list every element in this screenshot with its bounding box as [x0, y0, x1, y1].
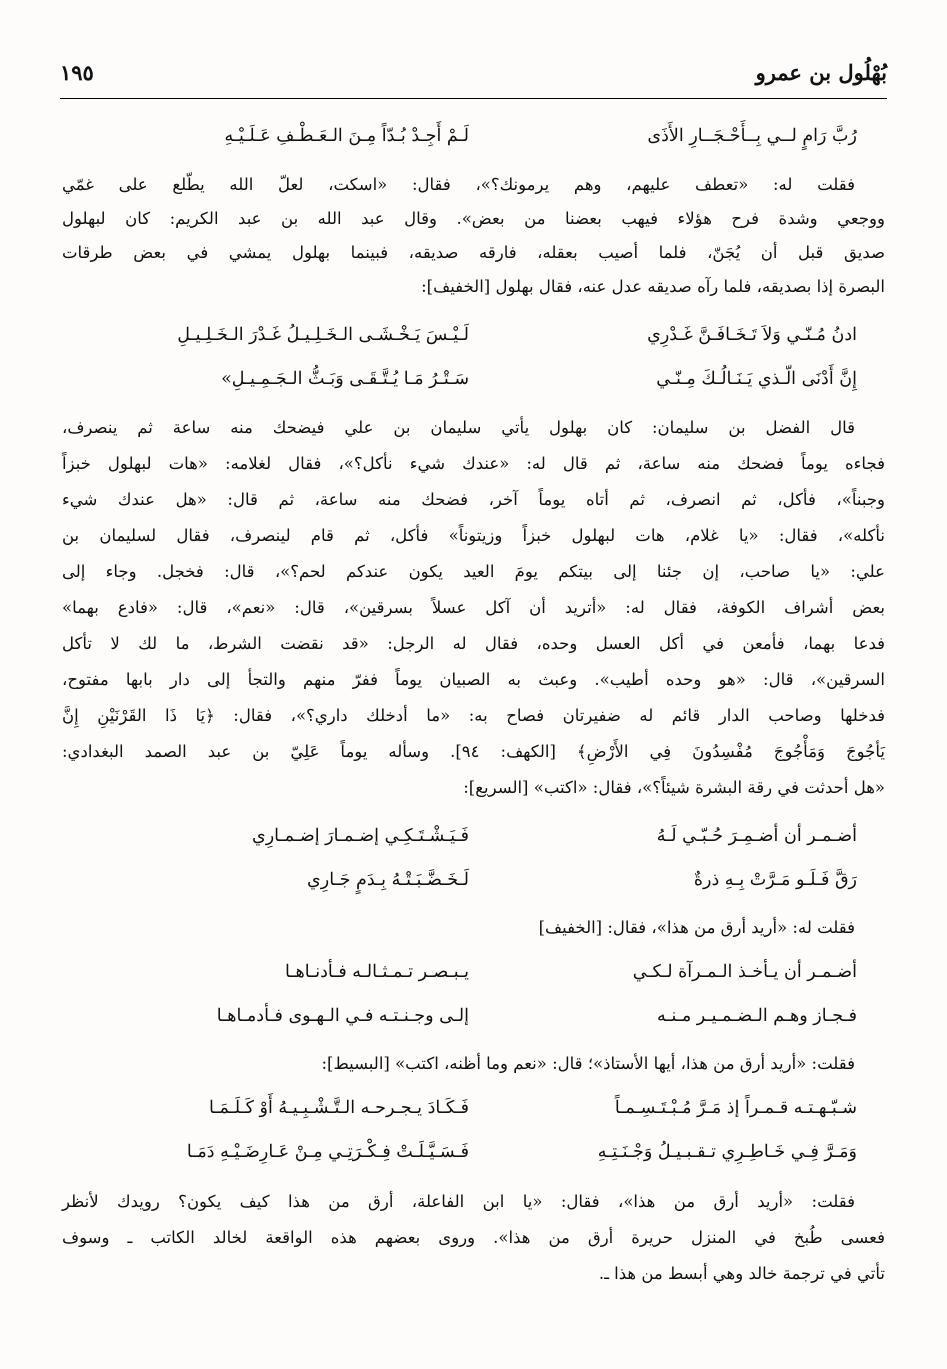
paragraph-line: فدخلها وصاحب الدار قائم له ضفيرتان فصاح به: «ما أدخلك داري؟»، فقال: ﴿يَا ذَا القَرْنَيْنِ إِنَّ	[62, 706, 885, 725]
paragraph-line: فقلت: «أريد أرق من هذا»، فقال: «يا ابن الفاعلة، أرق من هذا كيف يكون؟ رويدك لأنظر	[62, 1192, 855, 1211]
paragraph-line: بعض أشراف الكوفة، فقال له: «أتريد أن آكل عسلاً بسرقين»، قال: «نعم»، قال: «فادع بهما»	[62, 598, 885, 617]
paragraph-line: وجبناً»، فأكل، ثم انصرف، ثم أتاه يوماً آخر، فضحك منه ساعة، ثم قال: «هل عندك شيء	[62, 490, 885, 509]
paragraph-line: ووجعي وشدة فرح هؤلاء فيهب بعضنا من بعض». وقال عبد الله بن عبد الكريم: كان لبهلول	[62, 209, 885, 228]
verse-first-hemistich: رُبَّ رَامٍ لــي بِــأَحْـجَــارِ الأَذَى	[647, 126, 857, 146]
paragraph-line: صديق قبل أن يُجَنّ، فلما أصيب بعقله، فارقه صديقه، فبينما بهلول يمشي في بعض طرقات	[62, 243, 885, 262]
running-header-title: بُهْلُول بن عمرو	[755, 60, 887, 85]
paragraph-line: يَأجُوجَ وَمَأْجُوجَ مُفْسِدُونَ فِي الأَرْضِ﴾ [الكهف: ٩٤]. وسأله يوماً عَلِيّ بن عبد الصمد البغدادي:	[62, 742, 885, 761]
header-rule	[60, 98, 887, 99]
verse-second-hemistich: فَـكَـادَ يـجـرحـه الـتَّـشْـبِـيـهُ أَوْ كَـلَـمَـا	[209, 1098, 469, 1118]
verse-first-hemistich: شـبّـهـتـه قـمـراً إذ مَـرَّ مُـبْـتَـسِـمـاً	[614, 1098, 857, 1118]
verse-first-hemistich: إِنَّ أَدْنَى الّـذي يَـنَـالُـكَ مِـنّـي	[656, 369, 857, 389]
paragraph-line: البصرة إذا بصديقه، فلما رآه صديقه عدل عنه، فقال بهلول [الخفيف]:	[421, 277, 885, 296]
verse-introduction: فقلت له: «أريد أرق من هذا»، فقال: [الخفيف]	[538, 918, 855, 937]
paragraph-line: فدعا بهما، فأمعن في أكل العسل وحده، فقال له الرجل: «قد نقضت الشرط، ما لك لا تأكل	[62, 634, 885, 653]
verse-first-hemistich: أضـمـر أن يـأخـذ الـمـرآة لـكـي	[632, 962, 857, 982]
paragraph-line: قال الفضل بن سليمان: كان بهلول يأتي سليمان بن علي فيضحك منه ساعة ثم ينصرف،	[62, 418, 855, 437]
paragraph-line: تأتي في ترجمة خالد وهي أبسط من هذا ـ.	[598, 1264, 885, 1283]
paragraph-line: فقلت له: «تعطف عليهم، وهم يرمونك؟»، فقال: «اسكت، لعلّ الله يطّلع على غمّي	[62, 175, 855, 194]
paragraph-line: السرقين»، قال: «هو وحده أطيب». وعبث به الصبيان يوماً ففرّ منهم والتجأ إلى دار بابها مفتوح،	[62, 670, 885, 689]
paragraph-line: «هل أحدثت في رقة البشرة شيئاً؟»، فقال: «اكتب» [السريع]:	[463, 778, 885, 797]
verse-first-hemistich: فـجـاز وهـم الـضـمـيـر مـنـه	[656, 1006, 857, 1026]
verse-second-hemistich: سَـتْـرُ مَـا يُـتَّـقَـى وَبَـثُّ الـجَـمِـيـلِ»	[221, 369, 469, 389]
verse-second-hemistich: لَـخَـضَّـبَـتْـهُ بِـدَمٍ جَـارِي	[307, 870, 469, 890]
verse-first-hemistich: رَقَّ فَـلَـو مَـرَّتْ بِـهِ ذرةٌ	[693, 870, 857, 890]
verse-first-hemistich: وَمَـرَّ فِـي خَـاطِـرِي تـقـبـيـلُ وَجْـنَـتِـهِ	[597, 1142, 857, 1162]
verse-second-hemistich: لَـيْـسَ يَـخْـشَـى الـخَـلِـيـلُ غَـدْرَ الـخَـلِـيـلِ	[177, 325, 469, 345]
verse-second-hemistich: إلـى وجـنـتـه فـي الـهـوى فـأدمـاهـا	[216, 1006, 469, 1026]
verse-second-hemistich: يـبـصـر تـمـثـالـه فـأدنـاهـا	[285, 962, 469, 982]
paragraph-line: فعسى طُبخ في المنزل حريرة أرق من هذا». وروى بعضهم هذه الواقعة لخالد الكاتب ـ وسوف	[62, 1228, 885, 1247]
verse-first-hemistich: ادنُ مُـنّـي وَلاَ تَـخَـافَـنَّ غَـدْرِي	[647, 325, 857, 345]
paragraph-line: علي: «يا صاحب، إن جئنا إلى بيتكم يومَ العيد يكون عندكم لحم؟»، قال: فخجل. وجاء إلى	[62, 562, 885, 581]
paragraph-line: نأكله»، فقال: «يا غلام، هات لبهلول خبزاً وزيتوناً» فأكل، ثم قام لينصرف، فقال لسليمان بن	[62, 526, 885, 545]
page-number: ١٩٥	[60, 60, 94, 85]
paragraph-line: فجاءه يوماً فضحك منه ساعة، ثم قال له: «عندك شيء نأكل؟»، فقال لغلامه: «هات لبهلول خبزاً	[62, 454, 885, 473]
verse-second-hemistich: فَـيَـشْـتَـكِـي إضـمـارَ إضـمـارِي	[252, 826, 469, 846]
verse-second-hemistich: لَـمْ أَجِـدْ بُـدّاً مِـنَ الـعَـطْـفِ عَـلَـيْـهِ	[224, 126, 469, 146]
verse-first-hemistich: أضـمـر أن أضـمِـرَ حُـبّـي لَـهُ	[656, 826, 857, 846]
verse-introduction: فقلت: «أريد أرق من هذا، أيها الأستاذ»؛ قال: «نعم وما أظنه، اكتب» [البسيط]:	[321, 1054, 855, 1073]
verse-second-hemistich: فَـسَـيَّـلَـتْ فِـكْـرَتِـي مِـنْ عَـارِضَـيْـهِ دَمَـا	[186, 1142, 469, 1162]
